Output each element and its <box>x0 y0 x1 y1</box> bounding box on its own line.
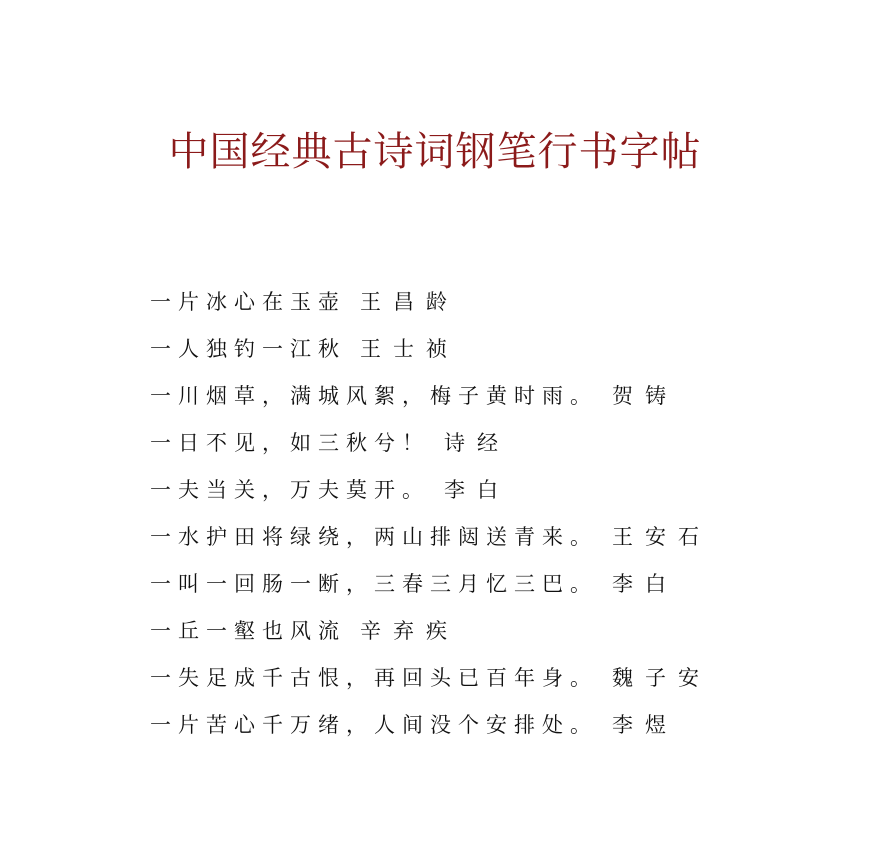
poem-text: 一片苦心千万绪，人间没个安排处。 <box>150 713 598 737</box>
poem-text: 一夫当关，万夫莫开。 <box>150 478 430 502</box>
poem-line <box>150 564 830 611</box>
poem-text: 一片冰心在玉壶 <box>150 290 346 314</box>
poem-line <box>150 705 830 752</box>
poem-author: 诗经 <box>444 431 510 455</box>
poem-line <box>150 423 830 470</box>
poem-text: 一水护田将绿绕，两山排闼送青来。 <box>150 525 598 549</box>
poem-author: 魏子安 <box>612 666 711 690</box>
poem-text: 一人独钓一江秋 <box>150 337 346 361</box>
poem-author: 贺铸 <box>612 384 678 408</box>
poem-author: 辛弃疾 <box>360 619 459 643</box>
poem-text: 一川烟草，满城风絮，梅子黄时雨。 <box>150 384 598 408</box>
poem-author: 王安石 <box>612 525 711 549</box>
poem-line <box>150 329 830 376</box>
poem-line <box>150 517 830 564</box>
page-title: 中国经典古诗词钢笔行书字帖 <box>168 129 702 175</box>
poem-line <box>150 611 830 658</box>
poem-author: 李白 <box>444 478 510 502</box>
poem-author: 李煜 <box>612 713 678 737</box>
poem-text: 一叫一回肠一断，三春三月忆三巴。 <box>150 572 598 596</box>
poem-author: 王士祯 <box>360 337 459 361</box>
poem-text: 一失足成千古恨，再回头已百年身。 <box>150 666 598 690</box>
poem-line <box>150 470 830 517</box>
poem-author: 李白 <box>612 572 678 596</box>
poem-line-list <box>150 282 830 752</box>
poem-line <box>150 282 830 329</box>
poem-author: 王昌龄 <box>360 290 459 314</box>
poem-text: 一丘一壑也风流 <box>150 619 346 643</box>
poem-line <box>150 658 830 705</box>
poem-text: 一日不见，如三秋兮！ <box>150 431 430 455</box>
poem-line <box>150 376 830 423</box>
